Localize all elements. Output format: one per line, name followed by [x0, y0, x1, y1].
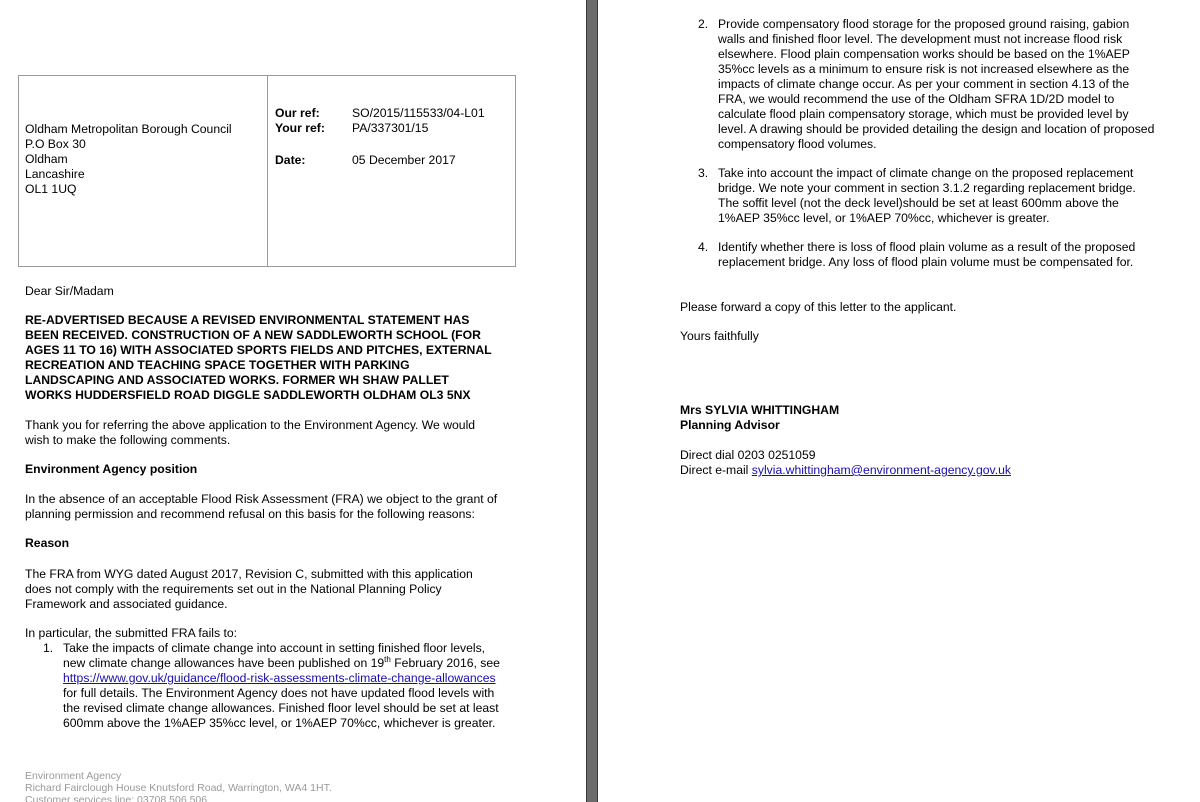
closing: Yours faithfully: [680, 329, 759, 343]
list-line: calculate flood plain compensatory storage, which must be provided level by: [718, 107, 1129, 121]
reason-line: The FRA from WYG dated August 2017, Revision C, submitted with this application: [25, 567, 473, 581]
address-box-divider: [267, 76, 268, 266]
list-line: The soffit level (not the deck level)should be set at least 600mm above the: [718, 196, 1119, 210]
list-line: for full details. The Environment Agency does not have updated flood levels with: [63, 686, 495, 700]
signatory-title: Planning Advisor: [680, 418, 780, 432]
list-line: 600mm above the 1%AEP 35%cc level, or 1%AEP 70%cc, whichever is greater.: [63, 716, 496, 730]
subject-line: WORKS HUDDERSFIELD ROAD DIGGLE SADDLEWORTH OLDHAM OL3 5NX: [25, 388, 471, 402]
list-line: replacement bridge. Any loss of flood plain volume must be compensated for.: [718, 255, 1134, 269]
ordinal-suffix: th: [384, 654, 391, 664]
salutation: Dear Sir/Madam: [25, 284, 114, 298]
date-value: 05 December 2017: [352, 153, 456, 167]
list-line: [63, 656, 500, 671]
list-line: level. A drawing should be provided detailing the design and location of proposed: [718, 122, 1155, 136]
letter-footer: [25, 770, 332, 802]
direct-dial: Direct dial 0203 0251059: [680, 448, 816, 462]
recipient-line: Oldham Metropolitan Borough Council: [25, 122, 232, 136]
subject-line: BEEN RECEIVED. CONSTRUCTION OF A NEW SADDLEWORTH SCHOOL (FOR: [25, 328, 481, 342]
list-number: 1.: [43, 641, 54, 655]
list-line: bridge. We note your comment in section 3.1.2 regarding replacement bridge.: [718, 181, 1136, 195]
recipient-line: Lancashire: [25, 167, 85, 181]
list-item-body: [718, 17, 1154, 152]
our-ref-label: Our ref:: [275, 106, 320, 120]
recipient-line: Oldham: [25, 152, 68, 166]
subject-line: LANDSCAPING AND ASSOCIATED WORKS. FORMER WH SHAW PALLET: [25, 373, 449, 387]
list-number: 3.: [698, 166, 709, 180]
date-label: Date:: [275, 153, 306, 167]
email-label: Direct e-mail: [680, 463, 752, 477]
list-line: Provide compensatory flood storage for the proposed ground raising, gabion: [718, 17, 1130, 31]
recipient-line: OL1 1UQ: [25, 182, 77, 196]
subject-line: AGES 11 TO 16) WITH ASSOCIATED SPORTS FIELDS AND PITCHES, EXTERNAL: [25, 343, 492, 357]
list-line: Take the impacts of climate change into account in setting finished floor levels,: [63, 641, 486, 655]
intro-line: wish to make the following comments.: [25, 433, 231, 447]
reason-paragraph: [25, 567, 473, 612]
list-line: 35%cc levels as a minimum to ensure risk is not increased elsewhere as the: [718, 62, 1130, 76]
email-link[interactable]: sylvia.whittingham@environment-agency.gov.uk: [751, 463, 1011, 477]
subject-heading: [25, 313, 492, 403]
signatory-block: [680, 403, 839, 433]
our-ref-value: SO/2015/115533/04-L01: [352, 106, 485, 120]
intro-paragraph: [25, 418, 475, 448]
list-line: compensatory flood volumes.: [718, 137, 877, 151]
list-item-body: [63, 641, 500, 731]
subject-line: RE-ADVERTISED BECAUSE A REVISED ENVIRONMENTAL STATEMENT HAS: [25, 313, 470, 327]
footer-line: Richard Fairclough House Knutsford Road, Warrington, WA4 1HT.: [25, 782, 332, 794]
intro-line: Thank you for referring the above application to the Environment Agency. We would: [25, 418, 476, 432]
list-line: [63, 671, 500, 686]
particular-intro: In particular, the submitted FRA fails to:: [25, 626, 238, 640]
letter-page-2: [598, 0, 1200, 802]
list-line: the revised climate change allowances. Finished floor level should be set at least: [63, 701, 499, 715]
signatory-name: Mrs SYLVIA WHITTINGHAM: [680, 403, 840, 417]
your-ref-label: Your ref:: [275, 121, 325, 135]
list-line: Take into account the impact of climate change on the proposed replacement: [718, 166, 1134, 180]
list-line: Identify whether there is loss of flood plain volume as a result of the proposed: [718, 240, 1136, 254]
climate-allowances-link[interactable]: https://www.gov.uk/guidance/flood-risk-assessments-climate-change-allowances: [63, 671, 496, 685]
contact-block: [680, 448, 1011, 478]
reason-line: does not comply with the requirements set out in the National Planning Policy: [25, 582, 442, 596]
page-gutter: [586, 0, 598, 802]
list-line: 1%AEP 35%cc level, or 1%AEP 70%cc, whichever is greater.: [718, 211, 1050, 225]
list-item-body: [718, 166, 1136, 226]
position-line: planning permission and recommend refusal on this basis for the following reasons:: [25, 507, 475, 521]
footer-line: Environment Agency: [25, 770, 122, 782]
recipient-line: P.O Box 30: [25, 137, 86, 151]
footer-line: Customer services line: 03708 506 506: [25, 794, 208, 802]
reason-line: Framework and associated guidance.: [25, 597, 228, 611]
list-line: impacts of climate change occur. As per your comment in section 4.13 of the: [718, 77, 1130, 91]
position-line: In the absence of an acceptable Flood Risk Assessment (FRA) we object to the grant of: [25, 492, 498, 506]
forward-note: Please forward a copy of this letter to the applicant.: [680, 300, 957, 314]
your-ref-value: PA/337301/15: [352, 121, 429, 135]
list-number: 2.: [698, 17, 709, 31]
list-number: 4.: [698, 240, 709, 254]
list-line: walls and finished floor level. The development must not increase flood risk: [718, 32, 1123, 46]
reason-heading: Reason: [25, 536, 70, 550]
subject-line: RECREATION AND TEACHING SPACE TOGETHER WITH PARKING: [25, 358, 410, 372]
email-line: [680, 463, 1011, 478]
address-box: [18, 75, 516, 267]
recipient-address: [25, 122, 232, 197]
list-line: FRA, we would recommend the use of the Oldham SFRA 1D/2D model to: [718, 92, 1115, 106]
list-item-body: [718, 240, 1135, 270]
list-line-text: new climate change allowances have been published on 19: [63, 656, 385, 670]
letter-page-1: [0, 0, 586, 802]
position-paragraph: [25, 492, 497, 522]
list-line-text: February 2016, see: [390, 656, 500, 670]
position-heading: Environment Agency position: [25, 462, 198, 476]
list-line: elsewhere. Flood plain compensation works should be based on the 1%AEP: [718, 47, 1130, 61]
